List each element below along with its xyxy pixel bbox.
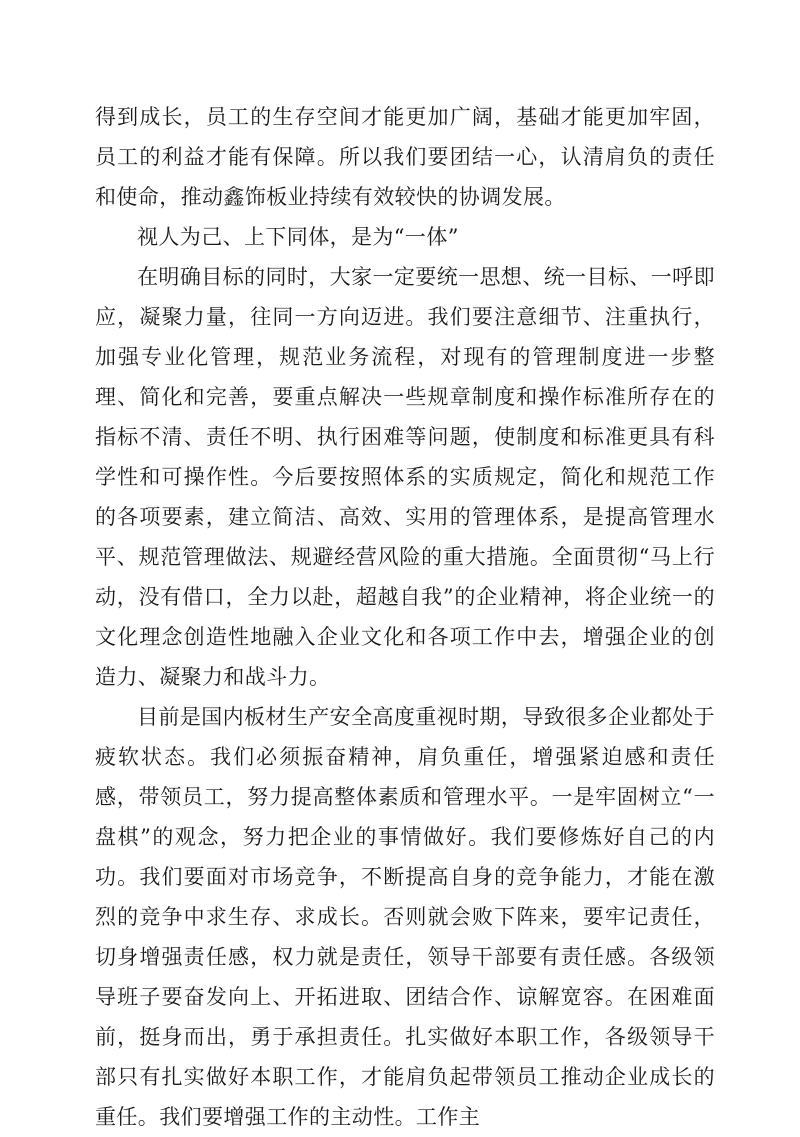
paragraph-current-situation: 目前是国内板材生产安全高度重视时期，导致很多企业都处于疲软状态。我们必须振奋精神，肩负重任，增强紧迫感和责任感，带领员工，努力提高整体素质和管理水平。一是牢固树立“一盘棋”的观念，努力把企业的事情做好。我们要修炼好自己的内功。我们要面对市场竞争，不断提高自身的竞争能力，才能在激烈的竞争中求生存、求成长。否则就会败下阵来，要牢记责任，切身增强责任感，权力就是责任，领导干部要有责任感。各级领导班子要奋发向上、开拓进取、团结合作、谅解宽容。在困难面前，挺身而出，勇于承担责任。扎实做好本职工作，各级领导干部只有扎实做好本职工作，才能肩负起带领员工推动企业成长的重任。我们要增强工作的主动性。工作主 <box>95 705 715 1129</box>
paragraph-continuation: 得到成长，员工的生存空间才能更加广阔，基础才能更加牢固，员工的利益才能有保障。所以我们要团结一心，认清肩负的责任和使命，推动鑫饰板业持续有效较快的协调发展。 <box>95 105 715 209</box>
section-heading-unity: 视人为己、上下同体，是为“一体” <box>137 225 459 249</box>
paragraph-goals: 在明确目标的同时，大家一定要统一思想、统一目标、一呼即应，凝聚力量，往同一方向迈进。我们要注意细节、注重执行，加强专业化管理，规范业务流程，对现有的管理制度进一步整理、简化和完善，要重点解决一些规章制度和操作标准所存在的指标不清、责任不明、执行困难等问题，使制度和标准更具有科学性和可操作性。今后要按照体系的实质规定，简化和规范工作的各项要素，建立简洁、高效、实用的管理体系，是提高管理水平、规范管理做法、规避经营风险的重大措施。全面贯彻“马上行动，没有借口，全力以赴，超越自我”的企业精神，将企业统一的文化理念创造性地融入企业文化和各项工作中去，增强企业的创造力、凝聚力和战斗力。 <box>95 265 715 689</box>
document-body <box>95 97 715 1137</box>
